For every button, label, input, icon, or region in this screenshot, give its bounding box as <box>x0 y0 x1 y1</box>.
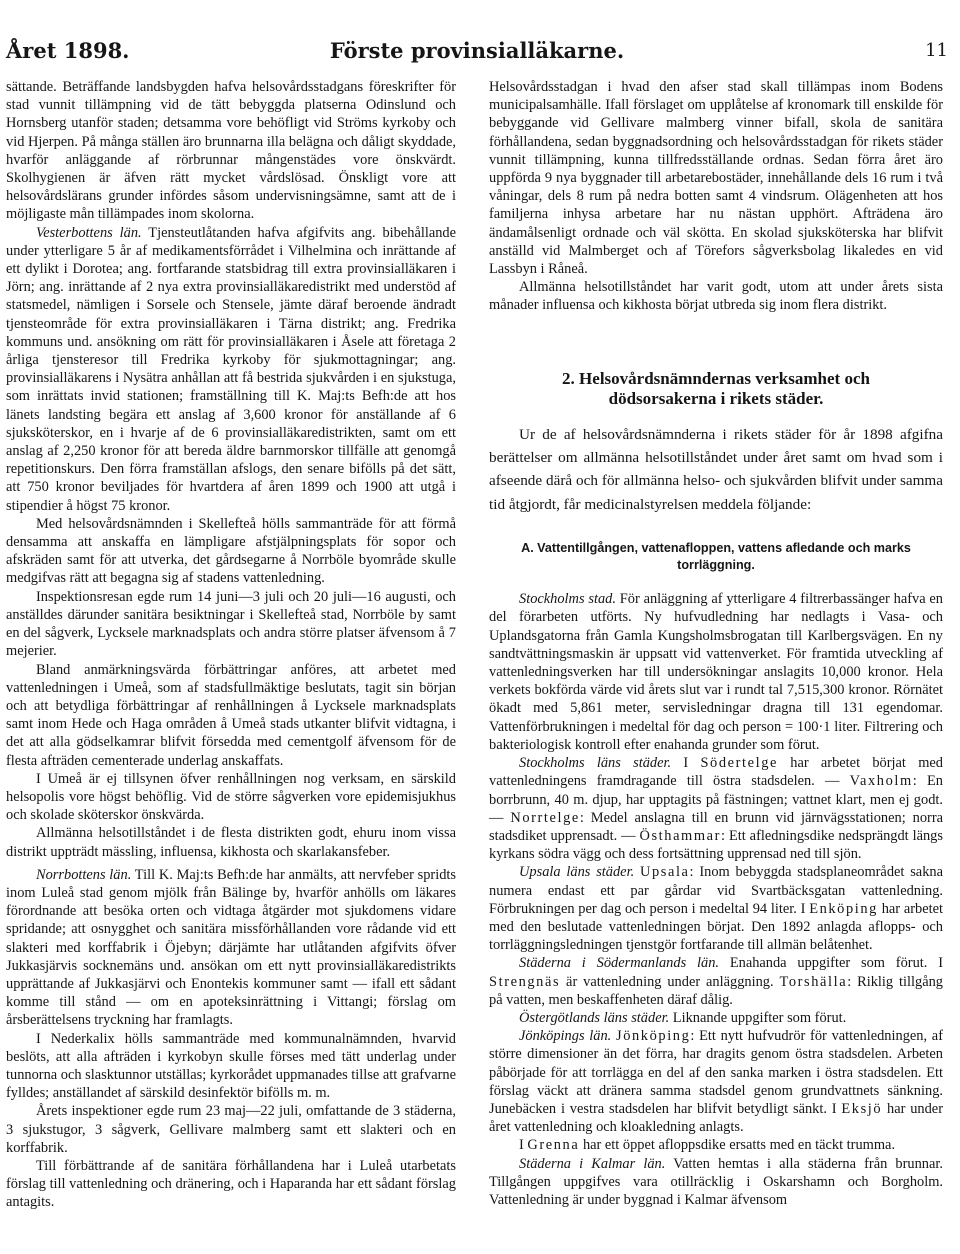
paragraph-jonkoping <box>489 1027 943 1136</box>
place-name: Östergötlands läns städer. <box>519 1009 670 1026</box>
town-name: Strengnäs <box>489 973 561 990</box>
text-run: Till K. Maj:ts Befh:de har anmälts, att nervfeber spridts inom Luleå stad genom mjölk från Bälinge by, hvarför anhölls om läkares förordnande att besöka orten och vidtaga åtgärder mot sjukdomens vidare spridande; att osnygghet och sanitära missförhållanden vore rådande vid ett slakteri med korffabrik i Öjebyn; därjämte har utlåtanden afgifvits öfver Jukkasjärvis socknemäns und. ansökan om ett nytt provinsialläkaredistrikts upprättande af Jukkasjärvi och Enontekis kommuner samt — ifall ett sådant komme till stånd — om en apoteksinrättning i Vittangi; förslag om årsberättelsens tryckning har framlagts. <box>6 866 457 1029</box>
text-run: : Medel anslagna till en brunn vid järnvägsstationen; norra stadsdiket upprensadt. — <box>489 809 943 844</box>
header-title: Förste provinsialläkarne. <box>329 38 625 63</box>
text-run: : Ett afledningsdike nedsprängdt längs kyrkans södra vägg och dess fortsättning upprensad ned till sjön. <box>489 827 943 863</box>
text-run: Tjensteutlåtanden hafva afgifvits ang. bibehållande under ytterligare 5 år af medikamentsförrådet i Vilhelmina och inrättande af ett dylikt i Dorotea; ang. fortfarande statsbidrag till extra provinsialläkaren i Jörn; ang. inrättande af 2 nya extra provinsialläkaredistrikt med understöd af statsmedel, nämligen i Sorsele och Stensele, jämte däraf beroende ändradt tjensteområde för extra provinsialläkaren i Tärna distrikt; ang. Fredrika kommuns und. ansökning om rätt för provinsialläkaren i Åsele att företaga 2 årliga tjensteresor till Fredrika kyrkoby för sjukmottagningar; ang. provinsialläkarens i Nysätra anhållan att få bestrida sjukvården i en sjukstuga, som inrättats invid stationen; framställning till K. Maj:ts Befh:de att hos länets landsting begära ett anslag af 3,600 kronor för anställande af 6 sjuksköterskor, en i hvarje af de 6 provinsialläkaredistrikten, samt om ett anslag af 2,250 kronor för att bereda äldre barnmorskor tillfälle att genomgå repetitionskurs. Den förra framställan afslogs, den senare bifölls på det sätt, att 750 kronor beviljades för hvartdera af åren 1899 och 1900 att utgå i stipendier å högst 75 kronor. <box>6 224 456 514</box>
paragraph <box>6 78 456 224</box>
text-run: Vatten hemtas i alla städerna från brunnar. Tillgången uppgifves vara otillräcklig i Oskarshamn och Borgholm. Vattenledning är under byggnad i Kalmar äfvensom <box>489 1155 943 1208</box>
paragraph: Allmänna helsotillståndet i de flesta distrikten godt, ehuru inom vissa distrikt uppträdt mässling, influensa, kikhosta och skarlakansfeber. <box>6 825 456 860</box>
text-run: : Ett nytt hufvudrör för vattenledningen, af större dimensioner än det förra, har dragits genom östra stadsdelen. Arbeten påbörjade för att torrlägga en del af den sanka marken i östra stadsdelen. Ett förslag väckt att dränera samma stadsdel genom grundvattnets sänkning. Junebäcken i vestra stadsdelen har blifvit betydligt sänkt. I <box>489 1028 943 1117</box>
town-name: Torshälla <box>779 973 848 990</box>
text-run: har under året vattenledning och kloakledning anlagts. <box>489 1100 943 1136</box>
page-number: 11 <box>925 40 948 61</box>
paragraph-grenna <box>489 1136 943 1154</box>
place-name: Jönköpings län. <box>519 1028 612 1045</box>
paragraph-norrbotten <box>6 866 456 1030</box>
subsection-title: A. Vattentillgången, vattenafloppen, vattens afledande och marks <box>521 541 911 556</box>
text-run: har arbetet börjat med vattenledningens framdragande till östra stadsdelen. — <box>489 755 943 790</box>
town-name: Eksjö <box>841 1100 883 1117</box>
place-name: Städerna i Kalmar län. <box>519 1155 666 1172</box>
text-run: I <box>671 755 701 772</box>
paragraph: Till förbättrande af de sanitära förhållandena har i Luleå utarbetats förslag till vattenledning och dränering, och i Haparanda har ett sådant förslag antagits. <box>6 1157 456 1211</box>
left-column <box>6 78 456 1212</box>
text-run: För anläggning af ytterligare 4 filtrerbassänger hafva en del förarbeten utförts. Ny hufvudledning har nedlagts i Vasa- och Uplandsgatorna från Gamla Kungsholmsbrogatan till Karlbergsvägen. En ny sandtvättningsmaskin är uppsatt vid vattenverket. För framtida utveckling af vattenledningsverken har till undersökningar anslagits 10,000 kronor. Hela verkets bokförda värde vid årets slut var i rundt tal 7,515,300 kronor. Rörnätet ökadt med 5,861 meter, servisledningar dragna till 131 egendomar. Vattenförbrukningen i medeltal för dag och person = 100·1 liter. Filtrering och bakteriologisk kontroll efter enahanda grunder som förut. <box>489 591 943 753</box>
header-year: Året 1898. <box>6 38 130 63</box>
paragraph-stockholm <box>489 590 943 754</box>
spacer <box>489 516 943 540</box>
town-name: Östhammar <box>639 827 722 844</box>
county-name: Vesterbottens län. <box>36 224 142 241</box>
spacer <box>489 574 943 590</box>
page-header <box>6 38 948 68</box>
town-name: Enköping <box>809 900 878 917</box>
paragraph-ostergotland <box>489 1009 943 1027</box>
text-run: : En borrbrunn, 40 m. djup, har upptagits på fästningen; vattnet klart, men ej godt. — <box>489 773 943 826</box>
paragraph: Bland anmärkningsvärda förbättringar anföres, att arbetet med vattenledningen i Umeå, som af stadsfullmäktige beslutats, tagit sin början och att betydliga förbättringar af renhållningen å Lycksele marknadsplats samt inom Hede och Haga områden å Umeå stads utkanter blifvit vidtagna, i det att alla gödselkamrar blifvit försedda med cementgolf äfvensom för de flesta afträden cementerade underlag anskaffats. <box>6 661 456 769</box>
place-name: Upsala läns städer. <box>519 864 635 881</box>
paragraph: Årets inspektioner egde rum 23 maj—22 juli, omfattande de 3 städerna, 3 sjukstugor, 3 sågverk, Gellivare malmberg samt ett slakteri och en korffabrik. <box>6 1103 456 1156</box>
town-name: Jönköping <box>616 1028 691 1045</box>
town-name: Upsala <box>639 864 690 881</box>
text-run: I <box>519 1137 528 1154</box>
text-run: : Riklig tillgång på vatten, men beskaffenheten däraf dålig. <box>489 973 943 1008</box>
text-run: : Inom bebyggda stadsplaneområdet sakna numera endast ett par gårdar vid Svartbäcksgatan vattenledning. Förbrukningen per dag och person i medeltal 94 liter. I <box>489 864 943 917</box>
text-run: har ett öppet afloppsdike ersatts med en täckt trumma. <box>579 1137 896 1154</box>
place-name: Städerna i Södermanlands län. <box>519 955 719 972</box>
town-name: Grenna <box>527 1137 580 1154</box>
text-run: Liknande uppgifter som förut. <box>669 1009 847 1026</box>
section-intro: Ur de af helsovårdsnämnderna i rikets städer för år 1898 afgifna berättelser om allmänna helsotillståndet under året samt om hvad som i afseende därå och för allmänna helso- och sjukvården blifvit under samma tid åtgjordt, får medicinalstyrelsen meddela följande: <box>489 425 943 513</box>
spacer <box>489 409 943 423</box>
subsection-title: torrläggning. <box>677 558 755 573</box>
paragraph-sodermanland <box>489 954 943 1009</box>
paragraph: Inspektionsresan egde rum 14 juni—3 juli och 20 juli—16 augusti, och anställdes därunder sanitära besiktningar i Skellefteå stad, Norrböle by samt en del sågverk, Lycksele marknadsplats och andra större platser äfvensom å 7 mejerier. <box>6 588 456 660</box>
spacer <box>489 315 943 369</box>
section-title: dödsorsakerna i rikets städer. <box>608 388 824 408</box>
town-name: Norrtelge <box>510 809 580 826</box>
town-name: Södertelge <box>700 755 778 772</box>
town-name: Vaxholm <box>849 773 913 790</box>
paragraph: I Nederkalix hölls sammanträde med kommunalnämnden, hvarvid beslöts, att alla afträden i kyrkobyn skulle förses med tätt underlag under tunnorna och slasktunnor utställas; kyrkorådet uppmanades tillse att grafvarne fylldes; anställandet af särskild desinfektör bifölls m. m. <box>6 1030 456 1102</box>
right-column <box>489 78 943 1209</box>
paragraph-kalmar <box>489 1155 943 1210</box>
text-run: är vattenledning under anläggning. <box>560 973 780 990</box>
paragraph: Helsovårdsstadgan i hvad den afser stad skall tillämpas inom Bodens municipalsamhälle. Ifall förslaget om upplåtelse af kronomark till enskilde för bebyggande vid Gellivare malmberg vinner bifall, skola de sanitära förhållandena, sedan byggnadsordning och helsovårdsstadgan för rikets städer vunnit tillämpning, kunna tillfredsställande ordnas. Sedan förra året äro uppförda 9 nya byggnader till arbetarebostäder, innehållande dels 16 rum i två våningar, dels 8 rum på nedra botten samt 4 vindsrum. Olägenheten att hos familjerna inhysa arbetare har nu nästan upphört. Afträdena äro ändamålsenligt ordnade och väl skötta. En skolad sjuksköterska har blifvit anställd vid Malmberget och af Törefors sågverksbolag likaledes en vid Lassbyn i Råneå. <box>489 79 943 278</box>
place-name: Stockholms läns städer. <box>519 755 672 772</box>
paragraph-vesterbotten <box>6 224 456 515</box>
county-name: Norrbottens län. <box>36 866 132 883</box>
section-title: 2. Helsovårdsnämndernas verksamhet och <box>562 368 870 388</box>
paragraph: Med helsovårdsnämnden i Skellefteå hölls sammanträde för att förmå densamma att anskaffa en lämpligare afstjälpningsplats för sopor och afskräden samt för att utverka, det gårdsegarne å Norrböle byområde skulle medgifvas rätt att begagna sig af stadens vattenledning. <box>6 515 456 587</box>
paragraph: I Umeå är ej tillsynen öfver renhållningen nog verksam, en särskild helsopolis vore högst behöflig. Vid de större sågverken vore epidemisjukhus och skolade sköterskor önskvärda. <box>6 770 456 824</box>
text-run: Enahanda uppgifter som förut. I <box>719 955 944 972</box>
text-run: På många ställen äro brunnarna illa belägna och dåligt skyddade, hvarför anläggande af rörbrunnar mångenstädes vore önskvärdt. Skolhygienen är äfven rätt mycket vårdslösad. Önskligt vore att helsovårdslärans grunder infördes såsom undervisningsämne, samt att de i möjligaste mån tillämpades inom skolorna. <box>6 133 456 223</box>
paragraph-stockholm-lan <box>489 754 943 863</box>
paragraph-upsala <box>489 863 943 954</box>
paragraph: Allmänna helsotillståndet har varit godt, utom att under årets sista månader influensa och kikhosta börjat utbreda sig inom flera distrikt. <box>489 279 943 314</box>
text-run: har arbetet med den beslutade vattenledningen börjat. Den 1892 anlagda aflopps- och torrläggningsledningen tjenstgör fortfarande till allmän belåtenhet. <box>489 900 944 954</box>
place-name: Stockholms stad. <box>519 591 616 608</box>
text-run: sättande. Beträffande landsbygden hafva helsovårdsstadgans föreskrifter för stad vunnit tillämpning vid de tätt bebyggda platserna Odinslund och Hornsberg utanför staden; detsamma vore behöfligt vid Ströms kyrkoby och vid Hjerpen. <box>6 79 456 150</box>
